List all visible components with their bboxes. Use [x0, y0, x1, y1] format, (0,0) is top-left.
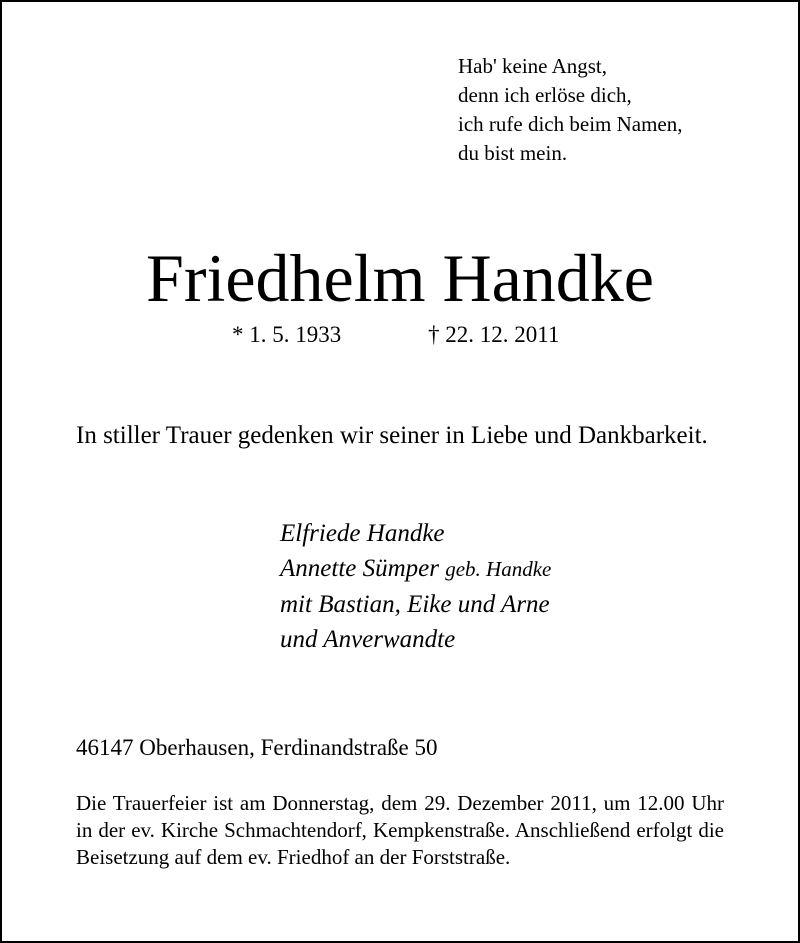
mourning-text: In stiller Trauer gedenken wir seiner in Liebe und Dankbarkeit. [76, 422, 708, 449]
bible-verse [458, 52, 683, 168]
family-member [280, 551, 551, 587]
family-member: Elfriede Handke [280, 520, 445, 547]
maiden-name-note: geb. Handke [445, 557, 552, 581]
verse-line: ich rufe dich beim Namen, [458, 112, 683, 136]
family-signatures [280, 516, 551, 657]
birth-date: * 1. 5. 1933 [232, 322, 342, 347]
verse-line: denn ich erlöse dich, [458, 83, 632, 107]
verse-line: Hab' keine Angst, [458, 54, 608, 78]
family-member-name: Annette Sümper [280, 555, 439, 582]
funeral-notice: Die Trauerfeier ist am Donnerstag, dem 29. Dezember 2011, um 12.00 Uhr in der ev. Kirche Schmachtendorf, Kempkenstraße. Anschließend erfolgt die Beisetzung auf dem ev. Friedhof an der Forststraße. [76, 791, 724, 869]
death-date: † 22. 12. 2011 [428, 322, 560, 347]
family-member: und Anverwandte [280, 626, 456, 653]
family-member: mit Bastian, Eike und Arne [280, 591, 550, 618]
verse-line: du bist mein. [458, 141, 568, 165]
deceased-name: Friedhelm Handke [146, 240, 654, 316]
address: 46147 Oberhausen, Ferdinandstraße 50 [76, 735, 438, 760]
